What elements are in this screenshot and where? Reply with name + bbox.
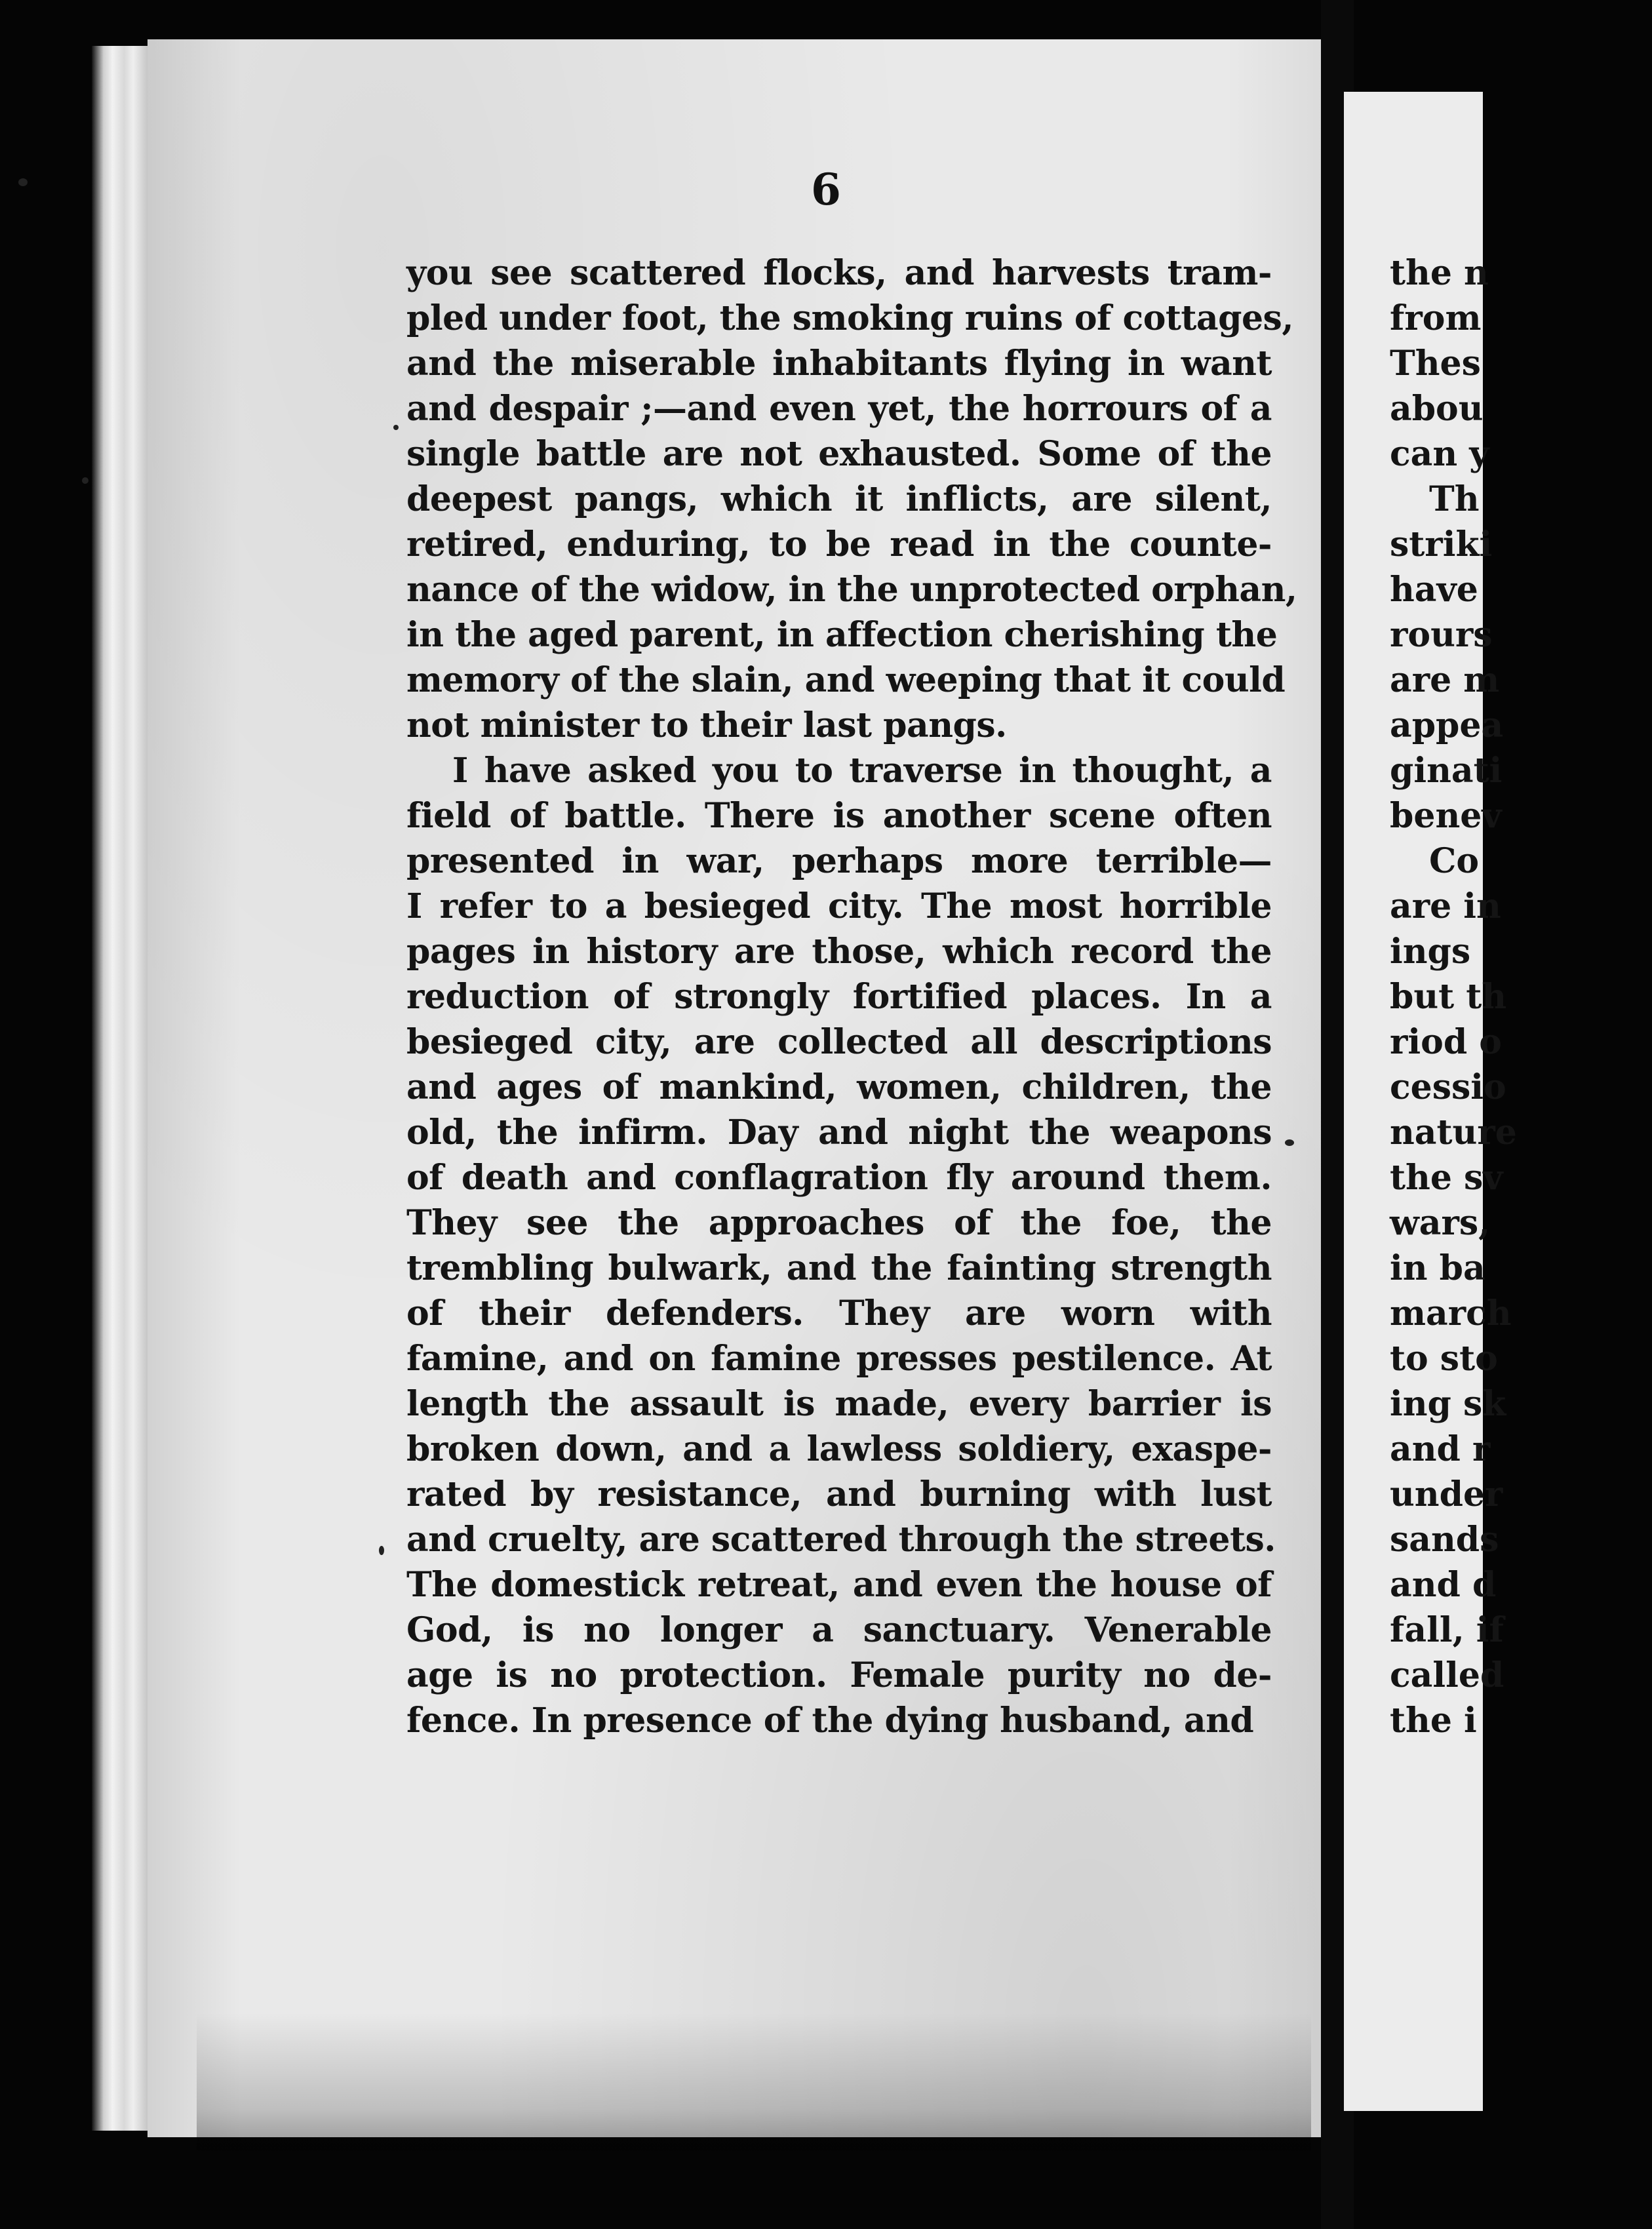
facing-text-line: Co xyxy=(1429,841,1480,881)
facing-text-line: ings xyxy=(1390,932,1471,972)
text-line: in the aged parent, in affection cherishing the xyxy=(406,615,1278,655)
facing-text-line: striki xyxy=(1390,524,1493,564)
facing-text-line: abou xyxy=(1390,389,1484,429)
text-line: trembling bulwark, and the fainting strength xyxy=(406,1248,1272,1288)
page-number: 6 xyxy=(811,164,841,215)
text-line: I have asked you to traverse in thought, a xyxy=(452,751,1272,791)
text-line: retired, enduring, to be read in the counte- xyxy=(406,524,1272,564)
text-line: length the assault is made, every barrier is xyxy=(406,1384,1272,1424)
text-line: not minister to their last pangs. xyxy=(406,705,1007,745)
text-line: presented in war, perhaps more terrible— xyxy=(406,841,1272,881)
facing-text-line: ing sk xyxy=(1390,1384,1506,1424)
text-line: rated by resistance, and burning with lust xyxy=(406,1474,1272,1514)
facing-text-line: nature xyxy=(1390,1113,1517,1153)
facing-text-line: from xyxy=(1390,298,1482,338)
body-text xyxy=(406,250,1297,1743)
facing-page-text xyxy=(1390,250,1652,1743)
facing-text-line: in ba xyxy=(1390,1248,1485,1288)
facing-text-line: the sv xyxy=(1390,1158,1503,1198)
facing-text-line: fall, if xyxy=(1390,1610,1504,1650)
facing-text-line: Th xyxy=(1429,479,1480,519)
facing-page-fragment xyxy=(1344,92,1517,2111)
facing-text-line: appea xyxy=(1390,705,1504,745)
text-line: of death and conflagration fly around them. xyxy=(406,1158,1272,1198)
facing-text-line: are in xyxy=(1390,886,1501,926)
page-bottom-shading xyxy=(197,2013,1311,2150)
text-line: field of battle. There is another scene often xyxy=(406,796,1272,836)
ink-speck xyxy=(18,178,28,186)
facing-text-line: but th xyxy=(1390,977,1507,1017)
text-line: pled under foot, the smoking ruins of cottages, xyxy=(406,298,1293,338)
text-line: besieged city, are collected all descriptions xyxy=(406,1022,1272,1062)
text-line: deepest pangs, which it inflicts, are silent, xyxy=(406,479,1272,519)
text-line: old, the infirm. Day and night the weapons xyxy=(406,1113,1272,1153)
facing-text-line: called xyxy=(1390,1655,1504,1695)
text-line: They see the approaches of the foe, the xyxy=(406,1203,1272,1243)
text-line: of their defenders. They are worn with xyxy=(406,1293,1272,1333)
facing-text-line: march xyxy=(1390,1293,1512,1333)
facing-text-line: and r xyxy=(1390,1429,1491,1469)
facing-text-line: the n xyxy=(1390,253,1489,293)
facing-text-line: the i xyxy=(1390,1701,1477,1741)
facing-text-line: have xyxy=(1390,570,1478,610)
facing-text-line: ginati xyxy=(1390,751,1503,791)
ink-speck xyxy=(1285,1139,1294,1146)
facing-text-line: Thes xyxy=(1390,344,1481,384)
facing-text-line: under xyxy=(1390,1474,1503,1514)
ink-speck xyxy=(393,425,399,430)
text-line: and cruelty, are scattered through the streets. xyxy=(406,1520,1276,1560)
text-line: I refer to a besieged city. The most horrible xyxy=(406,886,1272,926)
text-line: you see scattered flocks, and harvests tram- xyxy=(406,253,1272,293)
facing-text-line: to sto xyxy=(1390,1339,1498,1379)
text-line: broken down, and a lawless soldiery, exaspe- xyxy=(406,1429,1272,1469)
text-line: age is no protection. Female purity no de- xyxy=(406,1655,1272,1695)
facing-text-line: can y xyxy=(1390,434,1489,474)
text-line: and ages of mankind, women, children, the xyxy=(406,1067,1272,1107)
facing-text-line: benev xyxy=(1390,796,1502,836)
text-line: The domestick retreat, and even the house of xyxy=(406,1565,1272,1605)
text-line: famine, and on famine presses pestilence. At xyxy=(406,1339,1272,1379)
page-edge-left xyxy=(92,46,151,2131)
ink-speck xyxy=(82,477,88,484)
text-line: God, is no longer a sanctuary. Venerable xyxy=(406,1610,1272,1650)
facing-text-line: riod o xyxy=(1390,1022,1502,1062)
text-line: fence. In presence of the dying husband, and xyxy=(406,1701,1254,1741)
ink-speck xyxy=(379,1546,384,1555)
facing-text-line: cessio xyxy=(1390,1067,1506,1107)
text-line: reduction of strongly fortified places. In a xyxy=(406,977,1272,1017)
facing-text-line: wars, xyxy=(1390,1203,1491,1243)
text-line: memory of the slain, and weeping that it could xyxy=(406,660,1286,700)
facing-text-line: are m xyxy=(1390,660,1500,700)
facing-text-line: rours xyxy=(1390,615,1493,655)
facing-text-line: sands xyxy=(1390,1520,1499,1560)
text-line: and despair ;—and even yet, the horrours of a xyxy=(406,389,1272,429)
text-line: and the miserable inhabitants flying in want xyxy=(406,344,1272,384)
text-line: pages in history are those, which record the xyxy=(406,932,1272,972)
facing-text-line: and d xyxy=(1390,1565,1497,1605)
text-line: nance of the widow, in the unprotected orphan, xyxy=(406,570,1297,610)
text-line: single battle are not exhausted. Some of the xyxy=(406,434,1272,474)
